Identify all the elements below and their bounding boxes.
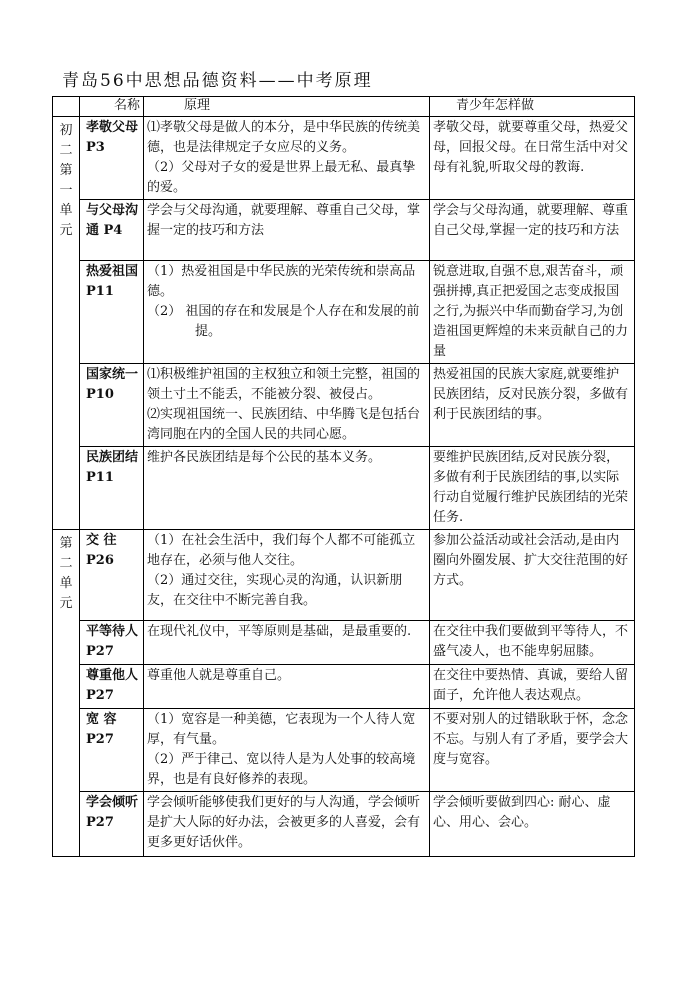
principle-item: 在现代礼仪中，平等原则是基础，是最重要的. <box>147 624 412 639</box>
topic-name: 学会倾听P27 <box>80 792 144 857</box>
principle-item: （2）严于律己、宽以待人是为人处事的较高境界，也是有良好修养的表现。 <box>147 752 416 787</box>
principle-item: （1）热爱祖国是中华民族的光荣传统和崇高品德。 <box>147 264 416 299</box>
topic-name: 国家统一P10 <box>80 364 144 447</box>
principle-item: 学会倾听能够使我们更好的与人沟通，学会倾听是扩大人际的好办法，会被更多的人喜爱，会有更多更好话伙伴。 <box>147 795 421 850</box>
principles-table <box>52 96 635 857</box>
table-row <box>53 665 635 709</box>
principle-item: （2） 祖国的存在和发展是个人存在和发展的前提。 <box>147 304 420 339</box>
principle-item: （1）宽容是一种美德，它表现为一个人待人宽厚，有气量。 <box>147 712 416 747</box>
topic-name: 民族团结P11 <box>80 447 144 530</box>
principle-cell <box>144 665 430 709</box>
principle-item: ⑵实现祖国统一、民族团结、中华腾飞是包括台湾同胞在内的全国人民的共同心愿。 <box>147 407 421 442</box>
action-cell: 学会倾听要做到四心: 耐心、虚心、用心、会心。 <box>430 792 635 857</box>
principle-cell <box>144 447 430 530</box>
table-row <box>53 364 635 447</box>
unit-cell <box>53 530 80 857</box>
header-principle: 原理 <box>144 97 430 117</box>
topic-name: 热爱祖国P11 <box>80 261 144 364</box>
action-cell: 锐意进取,自强不息,艰苦奋斗，顽强拼搏,真正把爱国之志变成报国之行,为振兴中华而勤奋学习,为创造祖国更辉煌的未来贡献自己的力量 <box>430 261 635 364</box>
action-cell: 参加公益活动或社会活动,是由内圈向外圈发展、扩大交往范围的好方式。 <box>430 530 635 621</box>
principle-item: 学会与父母沟通，就要理解、尊重自己父母，掌握一定的技巧和方法 <box>147 203 421 238</box>
principle-item: （2）通过交往，实现心灵的沟通，认识新朋友，在交往中不断完善自我。 <box>147 573 403 608</box>
principle-cell <box>144 117 430 200</box>
principle-item: ⑴孝敬父母是做人的本分，是中华民族的传统美德，也是法律规定子女应尽的义务。 <box>147 120 421 155</box>
table-row <box>53 709 635 792</box>
table-row <box>53 200 635 261</box>
table-row <box>53 117 635 200</box>
action-cell: 不要对别人的过错耿耿于怀，念念不忘。与别人有了矛盾，要学会大度与宽容。 <box>430 709 635 792</box>
principle-item: 尊重他人就是尊重自己。 <box>147 668 291 683</box>
principle-item: ⑴积极维护祖国的主权独立和领土完整，祖国的领土寸土不能丢，不能被分裂、被侵占。 <box>147 367 421 402</box>
table-row <box>53 447 635 530</box>
table-row <box>53 530 635 621</box>
principle-cell <box>144 621 430 665</box>
unit-cell <box>53 117 80 530</box>
action-cell: 热爱祖国的民族大家庭,就要维护民族团结，反对民族分裂，多做有利于民族团结的事。 <box>430 364 635 447</box>
unit-label: 第二单元 <box>59 536 73 611</box>
topic-name: 平等待人P27 <box>80 621 144 665</box>
header-action: 青少年怎样做 <box>430 97 635 117</box>
principle-cell <box>144 530 430 621</box>
table-row <box>53 621 635 665</box>
principle-item: （1）在社会生活中，我们每个人都不可能孤立地存在，必须与他人交往。 <box>147 533 416 568</box>
table-body <box>53 117 635 857</box>
table-header-row <box>53 97 635 117</box>
topic-name: 尊重他人P27 <box>80 665 144 709</box>
topic-name: 交 往 P26 <box>80 530 144 621</box>
topic-name: 孝敬父母P3 <box>80 117 144 200</box>
action-cell: 在交往中我们要做到平等待人，不盛气凌人，也不能卑躬屈膝。 <box>430 621 635 665</box>
principle-cell <box>144 709 430 792</box>
principle-cell <box>144 792 430 857</box>
principle-cell <box>144 261 430 364</box>
document-title: 青岛56中思想品德资料——中考原理 <box>62 71 373 91</box>
action-cell: 要维护民族团结,反对民族分裂，多做有利于民族团结的事,以实际行动自觉履行维护民族团结的光荣任务. <box>430 447 635 530</box>
principle-item: （2）父母对子女的爱是世界上最无私、最真挚的爱。 <box>147 160 416 195</box>
action-cell: 在交往中要热情、真诚，要给人留面子，允许他人表达观点。 <box>430 665 635 709</box>
topic-name: 与父母沟 通 P4 <box>80 200 144 261</box>
table-row <box>53 261 635 364</box>
principle-cell <box>144 200 430 261</box>
header-unit <box>53 97 80 117</box>
principle-cell <box>144 364 430 447</box>
header-name: 名称 <box>80 97 144 117</box>
principle-item: 维护各民族团结是每个公民的基本义务。 <box>147 450 382 465</box>
action-cell: 学会与父母沟通，就要理解、尊重自己父母,掌握一定的技巧和方法 <box>430 200 635 261</box>
table-row <box>53 792 635 857</box>
unit-label: 初二第一单元 <box>59 123 73 238</box>
action-cell: 孝敬父母，就要尊重父母，热爱父母，回报父母。在日常生活中对父母有礼貌,听取父母的教诲. <box>430 117 635 200</box>
topic-name: 宽 容 P27 <box>80 709 144 792</box>
